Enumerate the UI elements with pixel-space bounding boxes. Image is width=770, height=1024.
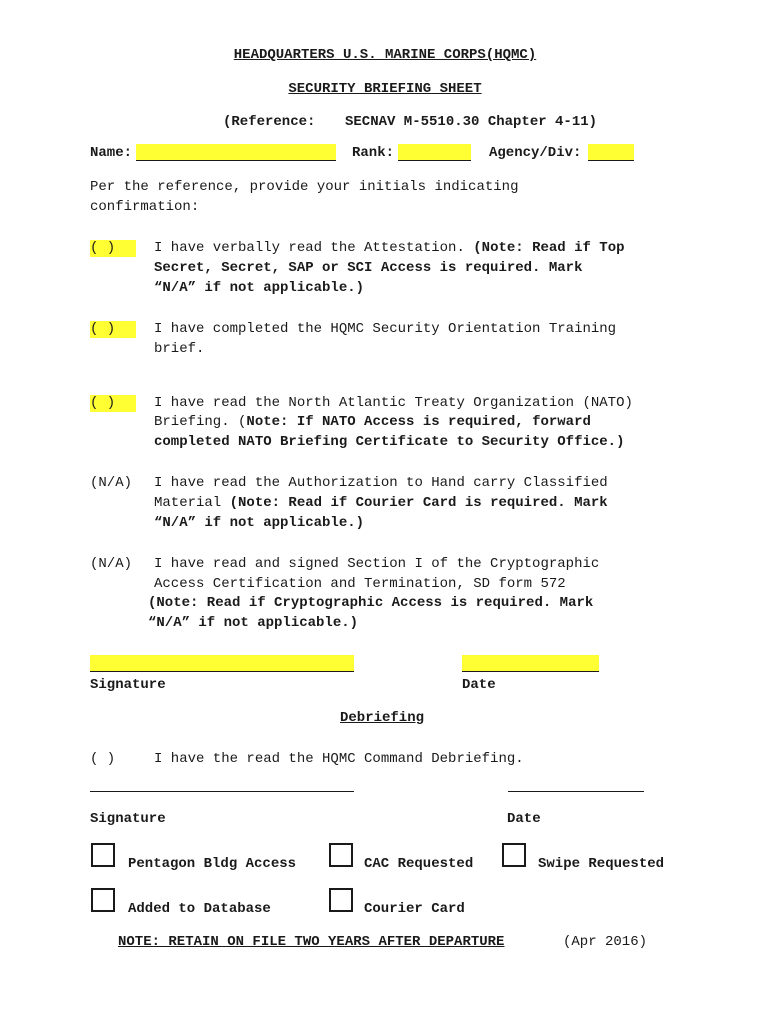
signature-label: Signature: [90, 677, 166, 693]
initials-box-courier[interactable]: (N/A): [90, 475, 133, 491]
agency-label: Agency/Div:: [489, 145, 582, 161]
reference-label: (Reference:: [223, 114, 316, 130]
item-attestation-line-1: I have verbally read the Attestation. (Note: Read if Top: [154, 240, 625, 256]
initials-box-crypto[interactable]: (N/A): [90, 556, 133, 572]
item-crypto-line-4: “N/A” if not applicable.): [148, 615, 359, 631]
item-attestation-line-2: Secret, Secret, SAP or SCI Access is required. Mark: [154, 260, 583, 276]
instruction-line-2: confirmation:: [90, 199, 200, 215]
initials-box-nato[interactable]: ( ): [90, 393, 136, 413]
debrief-date-label: Date: [507, 811, 541, 827]
debriefing-text: I have the read the HQMC Command Debriefing.: [154, 751, 524, 767]
name-field[interactable]: [136, 144, 336, 161]
form-title: SECURITY BRIEFING SHEET: [288, 81, 482, 97]
debrief-signature-label: Signature: [90, 811, 166, 827]
initials-box-orientation[interactable]: ( ): [90, 319, 136, 339]
pentagon-access-checkbox[interactable]: [91, 843, 115, 867]
item-courier-line-3: “N/A” if not applicable.): [154, 515, 365, 531]
signature-field[interactable]: [90, 655, 354, 672]
item-attestation-line-3: “N/A” if not applicable.): [154, 280, 365, 296]
cac-requested-checkbox[interactable]: [329, 843, 353, 867]
name-label: Name:: [90, 145, 133, 161]
added-database-label: Added to Database: [128, 901, 271, 917]
date-field[interactable]: [462, 655, 599, 672]
item-crypto-line-1: I have read and signed Section I of the Cryptographic: [154, 556, 600, 572]
agency-field[interactable]: [588, 144, 634, 161]
item-crypto-line-3: (Note: Read if Cryptographic Access is required. Mark: [148, 595, 594, 611]
revision-date: (Apr 2016): [563, 934, 648, 950]
item-nato-line-2: Briefing. (Note: If NATO Access is required, forward: [154, 414, 591, 430]
retention-note: NOTE: RETAIN ON FILE TWO YEARS AFTER DEPARTURE: [118, 934, 505, 950]
item-orientation-line-1: I have completed the HQMC Security Orientation Training: [154, 321, 617, 337]
item-crypto-line-2: Access Certification and Termination, SD form 572: [154, 576, 566, 592]
swipe-requested-checkbox[interactable]: [502, 843, 526, 867]
item-orientation-line-2: brief.: [154, 341, 205, 357]
org-heading: HEADQUARTERS U.S. MARINE CORPS(HQMC): [233, 47, 537, 63]
item-courier-line-1: I have read the Authorization to Hand carry Classified: [154, 475, 608, 491]
added-database-checkbox[interactable]: [91, 888, 115, 912]
debrief-date-field[interactable]: [508, 791, 644, 792]
courier-card-label: Courier Card: [364, 901, 465, 917]
rank-field[interactable]: [398, 144, 471, 161]
pentagon-access-label: Pentagon Bldg Access: [128, 856, 297, 872]
initials-box-debriefing[interactable]: ( ): [90, 751, 116, 767]
rank-label: Rank:: [352, 145, 395, 161]
cac-requested-label: CAC Requested: [364, 856, 474, 872]
item-courier-line-2: Material (Note: Read if Courier Card is required. Mark: [154, 495, 608, 511]
courier-card-checkbox[interactable]: [329, 888, 353, 912]
initials-box-attestation[interactable]: ( ): [90, 238, 136, 258]
date-label: Date: [462, 677, 496, 693]
instruction-line-1: Per the reference, provide your initials indicating: [90, 179, 519, 195]
debriefing-title: Debriefing: [340, 710, 425, 726]
debrief-signature-field[interactable]: [90, 791, 354, 792]
item-nato-line-1: I have read the North Atlantic Treaty Organization (NATO): [154, 395, 633, 411]
reference-value: SECNAV M-5510.30 Chapter 4-11): [345, 114, 598, 130]
swipe-requested-label: Swipe Requested: [538, 856, 665, 872]
item-nato-line-3: completed NATO Briefing Certificate to Security Office.): [154, 434, 625, 450]
